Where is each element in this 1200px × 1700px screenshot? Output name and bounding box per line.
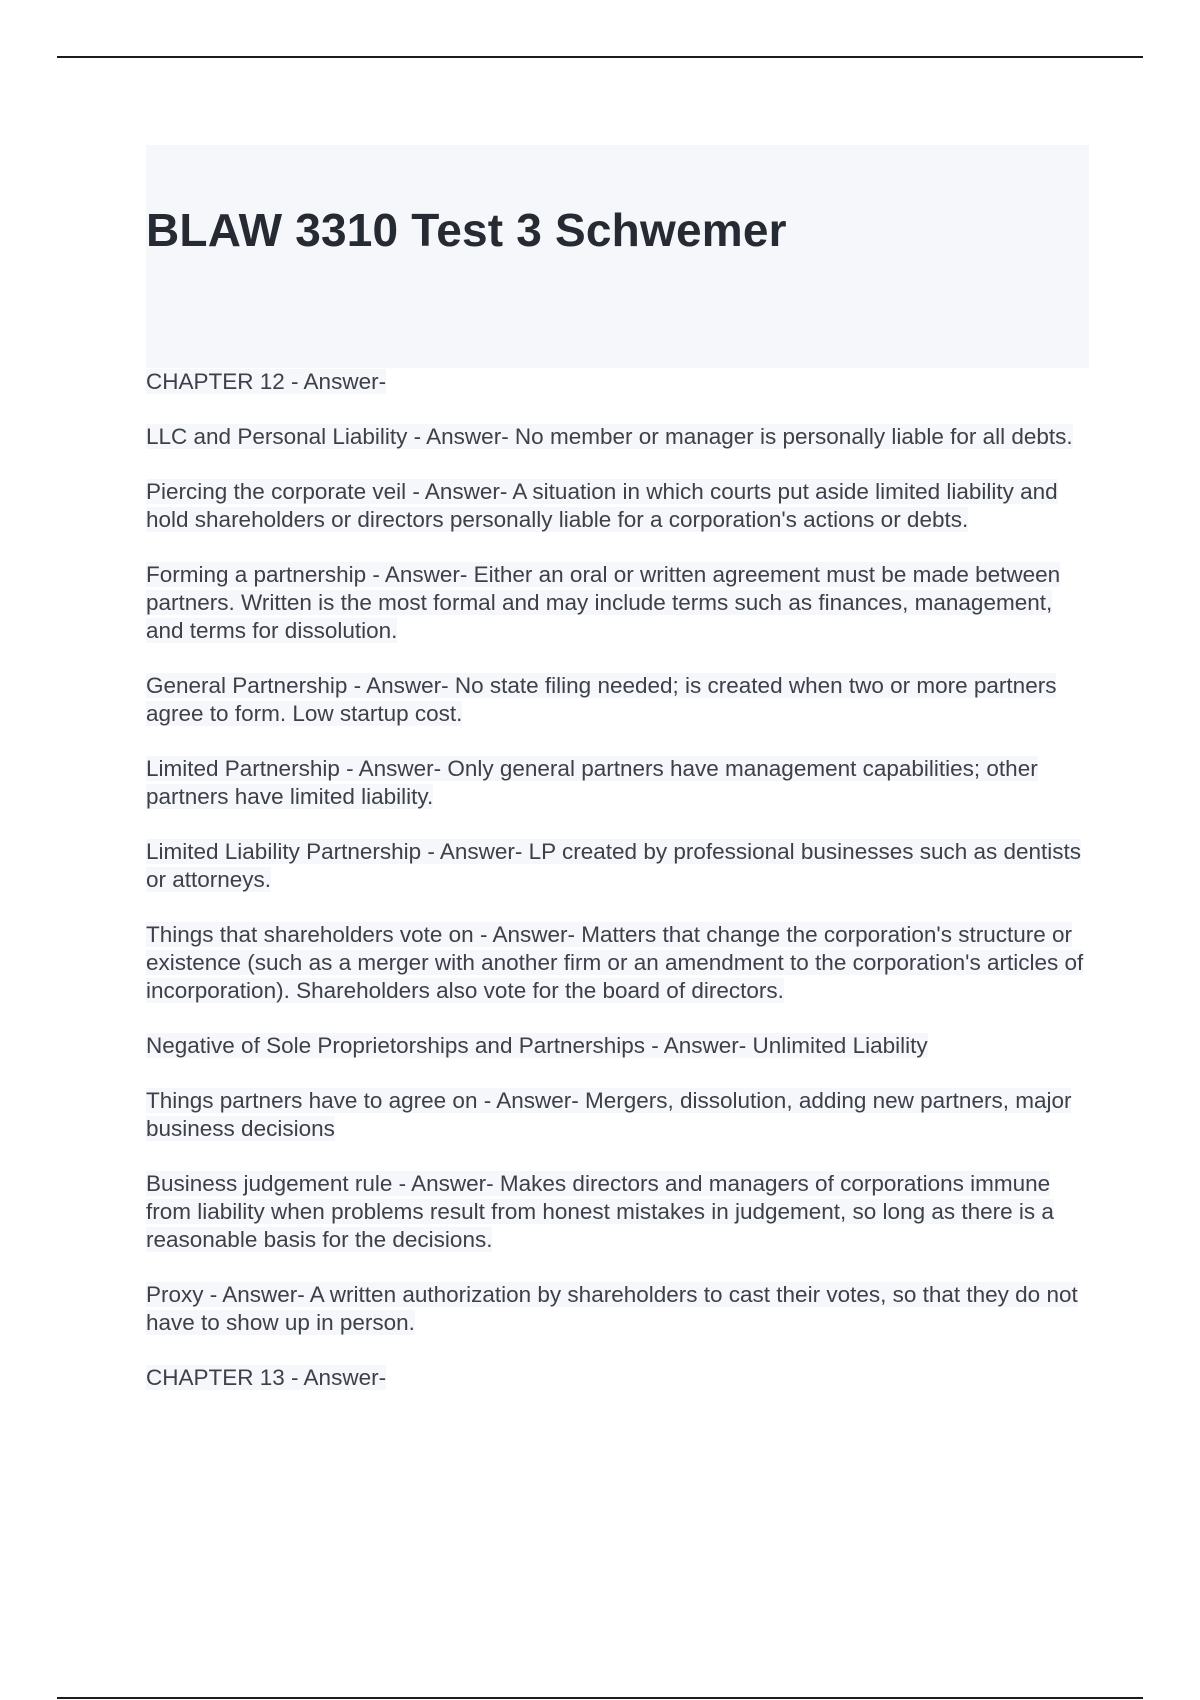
qa-entry	[146, 478, 1096, 534]
qa-entry	[146, 1087, 1096, 1143]
qa-entry	[146, 672, 1096, 728]
document-body	[146, 368, 1096, 1419]
entry-text: Piercing the corporate veil - Answer- A situation in which courts put aside limited liability and hold shareholders or directors personally liable for a corporation's actions or debts.	[146, 479, 1058, 532]
qa-entry	[146, 423, 1096, 451]
entry-text: General Partnership - Answer- No state filing needed; is created when two or more partners agree to form. Low startup cost.	[146, 673, 1057, 726]
entry-text: Limited Partnership - Answer- Only general partners have management capabilities; other partners have limited liability.	[146, 756, 1038, 809]
chapter-heading	[146, 368, 1096, 396]
top-rule	[57, 56, 1143, 58]
entry-text: Business judgement rule - Answer- Makes directors and managers of corporations immune from liability when problems result from honest mistakes in judgement, so long as there is a reasonable basis for the decisions.	[146, 1171, 1054, 1252]
chapter-heading	[146, 1364, 1096, 1392]
entry-text: Limited Liability Partnership - Answer- LP created by professional businesses such as dentists or attorneys.	[146, 839, 1082, 892]
qa-entry	[146, 1281, 1096, 1337]
entry-text: LLC and Personal Liability - Answer- No member or manager is personally liable for all debts.	[146, 424, 1073, 449]
qa-entry	[146, 755, 1096, 811]
document-title: BLAW 3310 Test 3 Schwemer	[146, 204, 787, 256]
qa-entry	[146, 1170, 1096, 1254]
qa-entry	[146, 561, 1096, 645]
qa-entry	[146, 1032, 1096, 1060]
entry-text: CHAPTER 12 - Answer-	[146, 369, 387, 394]
bottom-rule	[57, 1697, 1143, 1699]
entry-text: Things partners have to agree on - Answer- Mergers, dissolution, adding new partners, major business decisions	[146, 1088, 1072, 1141]
qa-entry	[146, 838, 1096, 894]
entry-text: CHAPTER 13 - Answer-	[146, 1365, 387, 1390]
qa-entry	[146, 921, 1096, 1005]
entry-text: Forming a partnership - Answer- Either an oral or written agreement must be made between partners. Written is the most formal and may include terms such as finances, management, and terms for dissolution.	[146, 562, 1061, 643]
entry-text: Negative of Sole Proprietorships and Partnerships - Answer- Unlimited Liability	[146, 1033, 928, 1058]
entry-text: Proxy - Answer- A written authorization by shareholders to cast their votes, so that they do not have to show up in person.	[146, 1282, 1078, 1335]
entry-text: Things that shareholders vote on - Answer- Matters that change the corporation's structure or existence (such as a merger with another firm or an amendment to the corporation's articles of incorporation). Shareholders also vote for the board of directors.	[146, 922, 1084, 1003]
